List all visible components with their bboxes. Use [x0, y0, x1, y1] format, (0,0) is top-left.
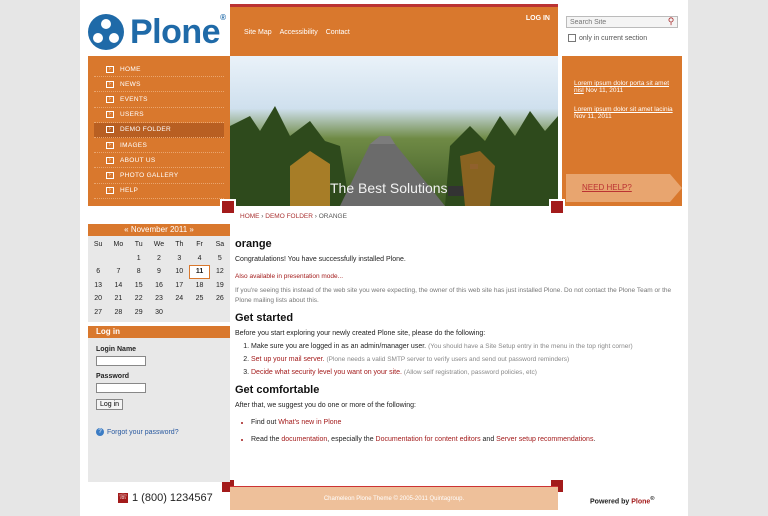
get-comfortable-heading: Get comfortable — [235, 384, 320, 396]
calendar-day — [189, 306, 209, 320]
start-intro: Before you start exploring your newly created Plone site, please do the following: — [235, 330, 486, 337]
login-portlet — [88, 326, 230, 482]
arrow-icon: › — [106, 81, 114, 88]
phone-number: ☏ 1 (800) 1234567 — [118, 492, 213, 504]
nav-item-images[interactable]: › IMAGES — [94, 138, 224, 153]
calendar-day[interactable]: 27 — [94, 308, 103, 316]
get-started-heading: Get started — [235, 312, 294, 324]
weekday-label: Mo — [113, 241, 124, 248]
page-title: orange — [235, 238, 272, 250]
nav-item-about-us[interactable]: › ABOUT US — [94, 153, 224, 168]
phone-icon: ☏ — [118, 494, 128, 501]
calendar-day[interactable]: 3 — [177, 254, 182, 262]
step-item: 3. Decide what security level you want on your site. (Allow self registration, password policies, etc) — [251, 369, 680, 376]
content-editors-link[interactable]: Documentation for content editors — [375, 436, 481, 443]
weekday-label: Fr — [196, 241, 203, 248]
calendar-day — [108, 252, 128, 266]
server-setup-link[interactable]: Server setup recommendations — [496, 436, 594, 443]
breadcrumb-demo-folder[interactable]: DEMO FOLDER — [265, 213, 313, 220]
calendar-day[interactable]: 23 — [155, 295, 163, 302]
calendar-day[interactable]: 25 — [195, 295, 204, 302]
login-link[interactable]: LOG IN — [525, 15, 550, 22]
presentation-link[interactable]: Also available in presentation mode... — [235, 273, 344, 280]
calendar-day[interactable]: 20 — [94, 295, 103, 302]
calendar-day[interactable]: 16 — [155, 281, 163, 289]
nav-item-news[interactable]: › NEWS — [94, 77, 224, 92]
suggestion-item: • Find out What's new in Plone — [251, 419, 680, 426]
nav-item-help[interactable]: › HELP — [94, 184, 224, 199]
plone-logo[interactable] — [88, 12, 225, 52]
calendar-day[interactable]: 15 — [134, 281, 143, 289]
suggestion-item: • Read the documentation, especially the Documentation for content editors and Server setup recommendations. — [251, 436, 680, 443]
arrow-icon: › — [106, 172, 114, 179]
plone-logo-icon — [88, 14, 124, 50]
top-bar — [230, 4, 558, 56]
search-icon[interactable]: ⚲ — [667, 16, 675, 26]
arrow-icon: › — [106, 96, 114, 103]
calendar-day[interactable]: 9 — [157, 268, 161, 275]
step-item: 2. Set up your mail server. (Plone needs a valid SMTP server to verify users and send out password reminders) — [251, 356, 680, 363]
section-checkbox[interactable] — [568, 34, 576, 42]
hero-image — [230, 56, 558, 206]
calendar-day[interactable]: 4 — [197, 254, 202, 262]
calendar-day[interactable]: 26 — [215, 295, 224, 302]
weekday-label: Th — [175, 241, 184, 248]
calendar-day — [169, 306, 189, 320]
nav-item-demo-folder[interactable]: › DEMO FOLDER — [94, 123, 224, 138]
calendar-day[interactable]: 28 — [114, 308, 123, 316]
calendar-day[interactable]: 5 — [217, 254, 222, 262]
forgot-password-link[interactable]: ? Forgot your password? — [96, 428, 179, 436]
calendar-day[interactable]: 13 — [94, 281, 103, 289]
arrow-icon: › — [106, 142, 114, 149]
nav-item-photo-gallery[interactable]: › PHOTO GALLERY — [94, 168, 224, 183]
breadcrumb-home[interactable]: HOME — [240, 213, 260, 220]
login-button[interactable]: Log in — [96, 399, 123, 410]
install-note: If you're seeing this instead of the web site you were expecting, the owner of this web site has just installed Plone. Do not contact the Plone Team or the Plone mailing lists about this. — [235, 287, 672, 304]
breadcrumb-current: ORANGE — [318, 213, 347, 220]
calendar-day[interactable]: 14 — [114, 281, 123, 289]
calendar-day[interactable]: 6 — [96, 268, 101, 275]
nav-item-home[interactable]: › HOME — [94, 62, 224, 77]
news-portlet — [558, 56, 682, 206]
search-option-label: only in current section — [579, 34, 648, 42]
news-date: Nov 11, 2011 — [574, 113, 612, 120]
search-section-option[interactable] — [568, 34, 647, 42]
decor-square — [220, 199, 236, 215]
calendar-grid — [88, 236, 230, 321]
main-navigation — [88, 56, 230, 206]
calendar-month[interactable]: « November 2011 » — [88, 224, 230, 236]
login-name-label: Login Name — [96, 346, 137, 353]
copyright-text: Chameleon Plone Theme © 2005-2011 Quintagroup. — [323, 496, 465, 502]
calendar-day[interactable]: 22 — [134, 295, 143, 302]
powered-by[interactable]: Powered by Plone® — [590, 496, 655, 506]
arrow-icon: › — [106, 157, 114, 164]
news-item[interactable] — [574, 106, 680, 120]
whats-new-link[interactable]: What's new in Plone — [278, 419, 342, 426]
hero-caption: The Best Solutions — [330, 180, 448, 196]
calendar-portlet — [88, 224, 230, 322]
login-title: Log in — [88, 326, 230, 338]
intro-text: Congratulations! You have successfully installed Plone. — [235, 256, 406, 263]
arrow-icon: › — [106, 126, 114, 133]
arrow-icon: › — [106, 187, 114, 194]
contact-link[interactable]: Contact — [325, 29, 350, 36]
calendar-day[interactable]: 21 — [114, 295, 123, 302]
news-item[interactable] — [574, 80, 680, 94]
weekday-label: Su — [93, 241, 103, 248]
site-map-link[interactable]: Site Map — [244, 29, 272, 36]
main-content — [235, 238, 680, 443]
logo-text: Plone® — [130, 12, 226, 51]
password-field[interactable] — [96, 383, 146, 393]
calendar-day[interactable]: 17 — [175, 281, 184, 289]
arrow-icon: › — [106, 66, 114, 73]
calendar-day[interactable]: 12 — [215, 268, 224, 275]
login-name-field[interactable] — [96, 356, 146, 366]
step-item: 1. Make sure you are logged in as an admin/manager user. (You should have a Site Setup entry in the menu in the top right corner) — [251, 343, 680, 350]
calendar-day[interactable]: 30 — [155, 308, 163, 316]
calendar-day[interactable]: 11 — [189, 265, 209, 279]
calendar-day[interactable]: 1 — [136, 254, 141, 262]
decor-square — [549, 199, 565, 215]
calendar-day[interactable]: 2 — [157, 254, 161, 262]
mail-server-link[interactable]: Set up your mail server. — [251, 356, 325, 363]
news-date: Nov 11, 2011 — [585, 87, 624, 94]
calendar-day[interactable]: 29 — [134, 308, 143, 316]
calendar-day[interactable]: 24 — [175, 295, 184, 302]
calendar-day — [88, 252, 108, 266]
weekday-label: Sa — [215, 241, 225, 248]
help-icon: ? — [96, 428, 104, 436]
news-title[interactable]: Lorem ipsum dolor sit amet lacinia — [574, 106, 673, 113]
news-title[interactable]: Lorem ipsum dolor porta sit amet nisl — [574, 80, 670, 94]
calendar-day — [210, 306, 230, 320]
nav-item-users[interactable]: › USERS — [94, 108, 224, 123]
calendar-day[interactable]: 19 — [215, 281, 224, 289]
security-link[interactable]: Decide what security level you want on your site. — [251, 369, 402, 376]
arrow-icon: › — [106, 111, 114, 118]
weekday-label: We — [153, 241, 165, 248]
calendar-day[interactable]: 10 — [175, 268, 184, 275]
breadcrumb: HOME › DEMO FOLDER › ORANGE — [240, 213, 347, 220]
search-input[interactable] — [566, 16, 678, 28]
comfort-intro: After that, we suggest you do one or more of the following: — [235, 402, 416, 409]
password-label: Password — [96, 373, 130, 380]
nav-item-events[interactable]: › EVENTS — [94, 92, 224, 107]
documentation-link[interactable]: documentation — [281, 436, 328, 443]
accessibility-link[interactable]: Accessibility — [279, 29, 318, 36]
calendar-day[interactable]: 7 — [116, 268, 121, 275]
site-actions — [244, 29, 350, 36]
calendar-day[interactable]: 8 — [136, 268, 141, 275]
need-help-button[interactable]: NEED HELP? — [566, 174, 670, 202]
footer-bar — [230, 486, 558, 510]
calendar-day[interactable]: 18 — [195, 281, 204, 289]
weekday-label: Tu — [134, 241, 143, 248]
